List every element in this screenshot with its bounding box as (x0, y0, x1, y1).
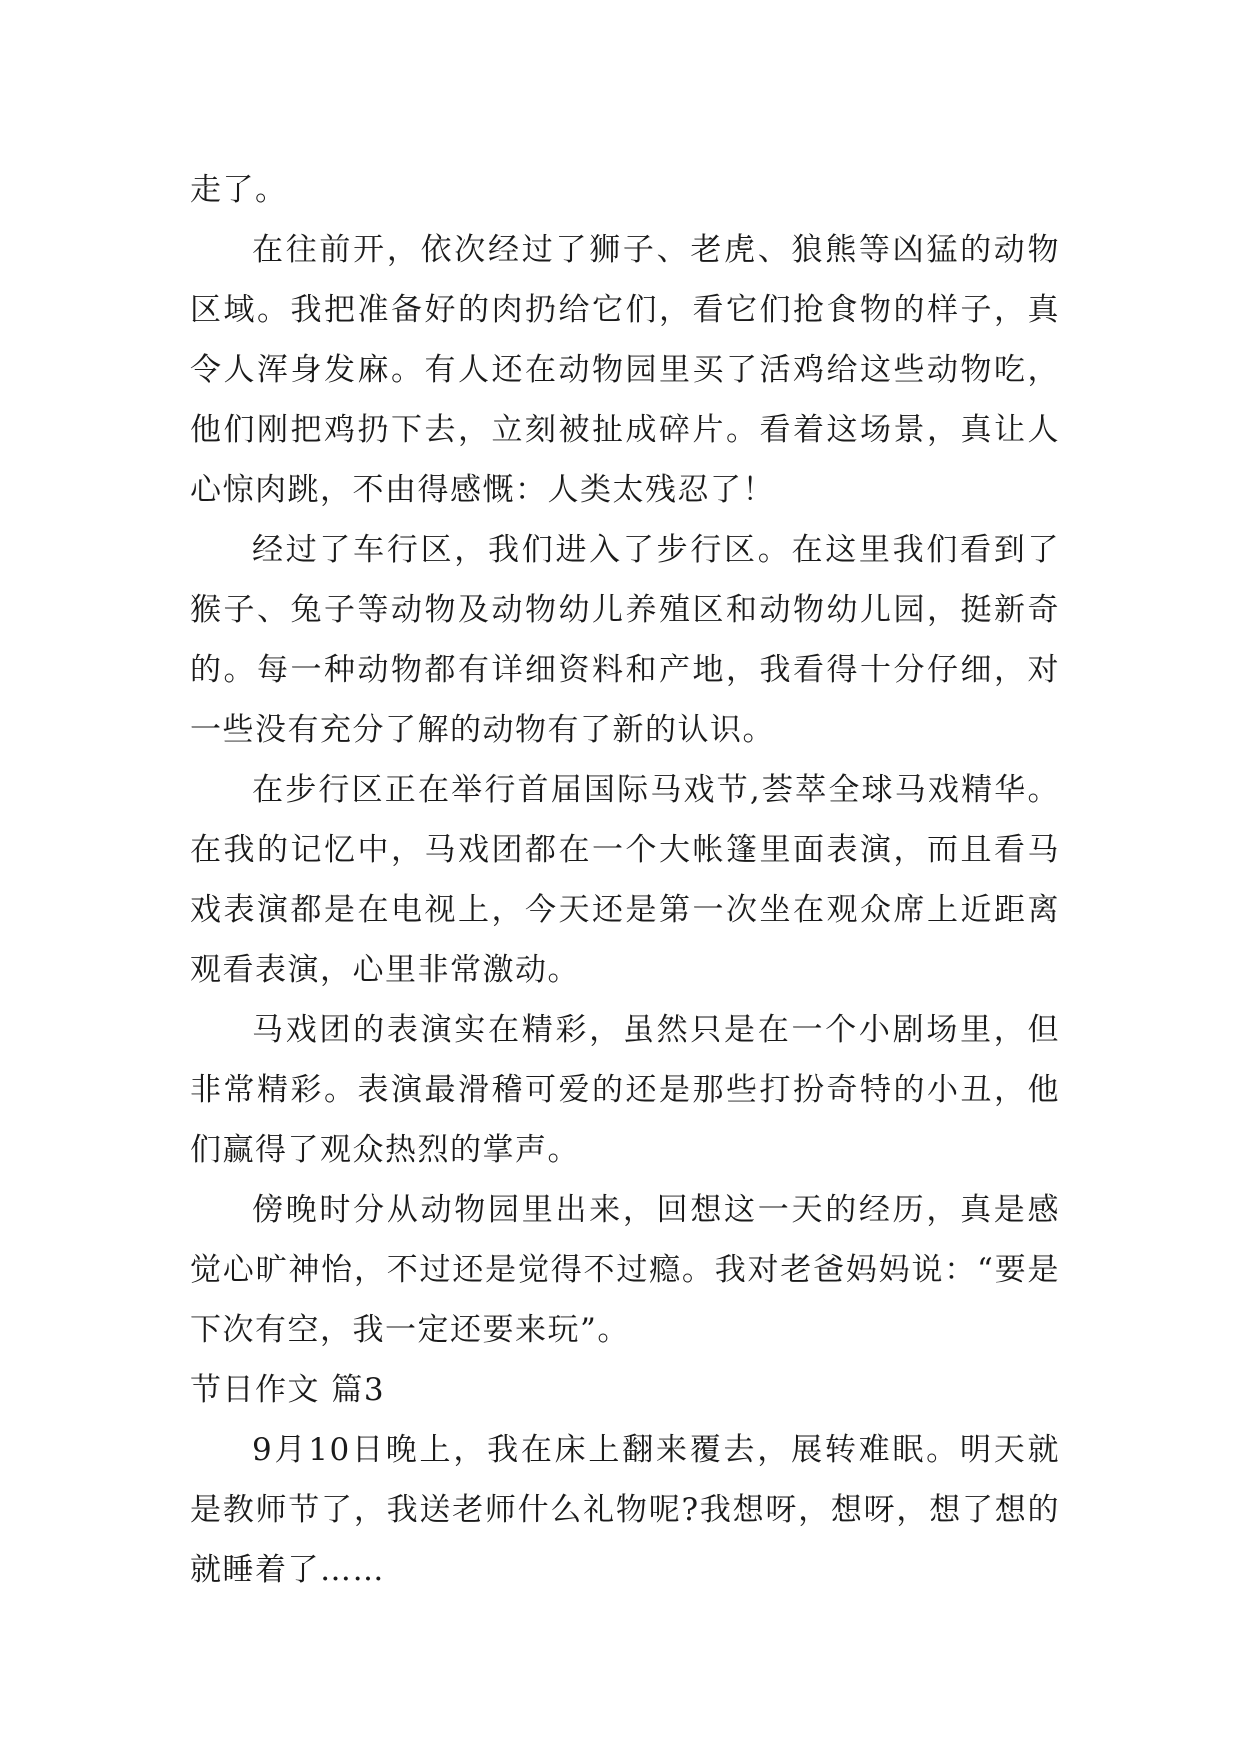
section-heading: 节日作文 篇3 (190, 1372, 386, 1408)
paragraph-continuation: 走了。 (190, 172, 288, 208)
paragraph-walking-area: 经过了车行区，我们进入了步行区。在这里我们看到了猴子、兔子等动物及动物幼儿养殖区和动物幼儿园，挺新奇的。每一种动物都有详细资料和产地，我看得十分仔细，对一些没有充分了解的动物有了新的认识。 (190, 532, 1060, 748)
paragraph-teachers-day: 9月10日晚上，我在床上翻来覆去，展转难眠。明天就是教师节了，我送老师什么礼物呢?我想呀，想呀，想了想的就睡着了…… (190, 1432, 1060, 1588)
document-body (190, 160, 1060, 1600)
paragraph-circus-festival: 在步行区正在举行首届国际马戏节,荟萃全球马戏精华。在我的记忆中，马戏团都在一个大帐篷里面表演，而且看马戏表演都是在电视上，今天还是第一次坐在观众席上近距离观看表演，心里非常激动。 (190, 772, 1060, 988)
paragraph-circus-show: 马戏团的表演实在精彩，虽然只是在一个小剧场里，但非常精彩。表演最滑稽可爱的还是那些打扮奇特的小丑，他们赢得了观众热烈的掌声。 (190, 1012, 1060, 1168)
paragraph-evening: 傍晚时分从动物园里出来，回想这一天的经历，真是感觉心旷神怡，不过还是觉得不过瘾。我对老爸妈妈说：“要是下次有空，我一定还要来玩”。 (190, 1192, 1060, 1348)
paragraph-animal-area: 在往前开，依次经过了狮子、老虎、狼熊等凶猛的动物区域。我把准备好的肉扔给它们，看它们抢食物的样子，真令人浑身发麻。有人还在动物园里买了活鸡给这些动物吃，他们刚把鸡扔下去，立刻被扯成碎片。看着这场景，真让人心惊肉跳，不由得感慨：人类太残忍了！ (190, 232, 1060, 508)
